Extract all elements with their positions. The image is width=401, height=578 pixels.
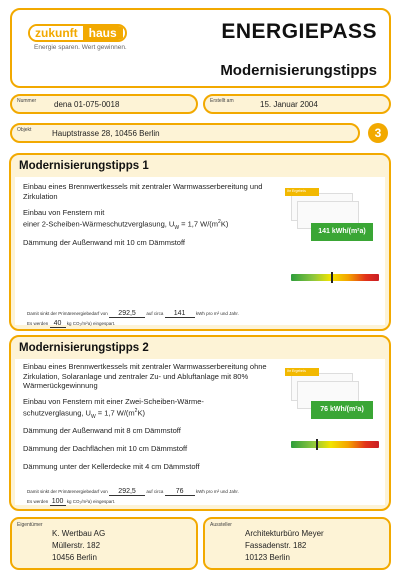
issuer-label: Aussteller: [210, 522, 232, 528]
section-1-measure-2: [23, 208, 283, 233]
section-1-result-value: 141 kWh/(m²a): [311, 223, 373, 241]
measure-text: = 1,7 W/(m: [95, 408, 135, 417]
result-flag: Ihr Ergebnis: [285, 368, 319, 376]
section-1-measure-3: Dämmung der Außenwand mit 10 cm Dämmstoff: [23, 238, 186, 247]
measure-text: K): [220, 219, 229, 228]
section-2-measure-1: Einbau eines Brennwertkessels mit zentraler Warmwasserbereitung ohne Zirkulation, Solaranlage und zentraler Zu- und Abluftanlage mit 80% Wärmerückgewinnung: [23, 362, 267, 390]
result-flag: Ihr Ergebnis: [285, 188, 319, 196]
issuer-box: [203, 517, 391, 570]
section-2-measure-5: Dämmung unter der Kellerdecke mit 4 cm Dämmstoff: [23, 462, 200, 471]
owner-name: K. Wertbau AG: [52, 529, 106, 538]
objekt-value: Hauptstrasse 28, 10456 Berlin: [52, 129, 160, 138]
section-2-body: [15, 359, 385, 505]
section-1-measure-1: Einbau eines Brennwertkessels mit zentraler Warmwasserbereitung und Zirkulation: [23, 182, 263, 201]
summary-text: Damit sinkt der Primärenergiebedarf von: [27, 311, 108, 316]
energy-scale-marker: [331, 272, 333, 283]
summary-text: auf circa: [146, 489, 164, 494]
section-2-summary-line-1: [27, 488, 239, 496]
erstellt-value: 15. Januar 2004: [260, 100, 318, 109]
section-2-title: Modernisierungstipps 2: [19, 342, 149, 354]
measure-subscript: W: [174, 224, 180, 231]
section-1-title: Modernisierungstipps 1: [19, 160, 149, 172]
summary-from-value: 292,5: [109, 310, 145, 318]
section-2-measure-3: Dämmung der Außenwand mit 8 cm Dämmstoff: [23, 426, 181, 435]
summary-text: kg CO₂/m²a) eingespart.: [66, 321, 116, 326]
logo-tagline: Energie sparen. Wert gewinnen.: [34, 44, 127, 51]
measure-text: einer 2-Scheiben-Wärmeschutzverglasung, U: [23, 219, 175, 228]
summary-text: kg CO₂/m²a) eingespart.: [66, 499, 116, 504]
summary-co2-value: 40: [50, 320, 66, 328]
section-1-summary-line-2: [27, 320, 115, 328]
nummer-value: dena 01-075-0018: [54, 100, 120, 109]
owner-label: Eigentümer: [17, 522, 43, 528]
section-modernisierung-1: [9, 153, 391, 331]
measure-text: = 1,7 W/(m: [179, 219, 219, 228]
summary-text: Es werden: [27, 499, 49, 504]
objekt-label: Objekt: [17, 127, 32, 133]
summary-text: kWh pro m² und Jahr.: [195, 311, 239, 316]
summary-to-value: 141: [165, 310, 195, 318]
summary-co2-value: 100: [50, 498, 66, 506]
logo-word-haus: haus: [83, 26, 123, 40]
owner-street: Müllerstr. 182: [52, 541, 101, 550]
measure-text: K): [137, 408, 145, 417]
issuer-city: 10123 Berlin: [245, 553, 290, 562]
owner-box: [10, 517, 198, 570]
energy-scale-bar: [291, 274, 379, 281]
summary-text: Damit sinkt der Primärenergiebedarf von: [27, 489, 108, 494]
owner-city: 10456 Berlin: [52, 553, 97, 562]
erstellt-label: Erstellt am: [210, 98, 234, 104]
document-title: ENERGIEPASS: [221, 20, 377, 43]
measure-text: Einbau von Fenstern mit einer Zwei-Scheiben-Wärme-: [23, 397, 204, 406]
summary-text: auf circa: [146, 311, 164, 316]
document-subtitle: Modernisierungstipps: [220, 62, 377, 79]
energy-scale-bar: [291, 441, 379, 448]
measure-text: schutzverglasung, U: [23, 408, 91, 417]
measure-subscript: W: [90, 413, 96, 420]
objekt-bar: [10, 123, 360, 143]
section-1-body: [15, 177, 385, 325]
issuer-street: Fassadenstr. 182: [245, 541, 307, 550]
section-modernisierung-2: [9, 335, 391, 511]
summary-text: Es werden: [27, 321, 49, 326]
measure-superscript: 2: [134, 407, 138, 414]
header-panel: [10, 8, 391, 88]
summary-to-value: 76: [165, 488, 195, 496]
summary-from-value: 292,5: [109, 488, 145, 496]
nummer-label: Nummer: [17, 98, 37, 104]
measure-text: Einbau von Fenstern mit: [23, 208, 105, 217]
section-2-result-value: 76 kWh/(m²a): [311, 401, 373, 419]
logo-word-zukunft: zukunft: [30, 26, 83, 40]
section-2-summary-line-2: [27, 498, 115, 506]
erstellt-bar: [203, 94, 391, 114]
section-1-header: [11, 155, 389, 177]
measure-superscript: 2: [218, 218, 221, 225]
nummer-bar: [10, 94, 198, 114]
section-2-measure-2: [23, 397, 283, 422]
section-2-header: [11, 337, 389, 359]
section-2-measure-4: Dämmung der Dachflächen mit 10 cm Dämmstoff: [23, 444, 188, 453]
energy-scale-marker: [316, 439, 318, 450]
zukunft-haus-logo: [28, 24, 127, 51]
page-number-badge: 3: [368, 123, 388, 143]
issuer-name: Architekturbüro Meyer: [245, 529, 324, 538]
summary-text: kWh pro m² und Jahr.: [195, 489, 239, 494]
section-1-summary-line-1: [27, 310, 239, 318]
